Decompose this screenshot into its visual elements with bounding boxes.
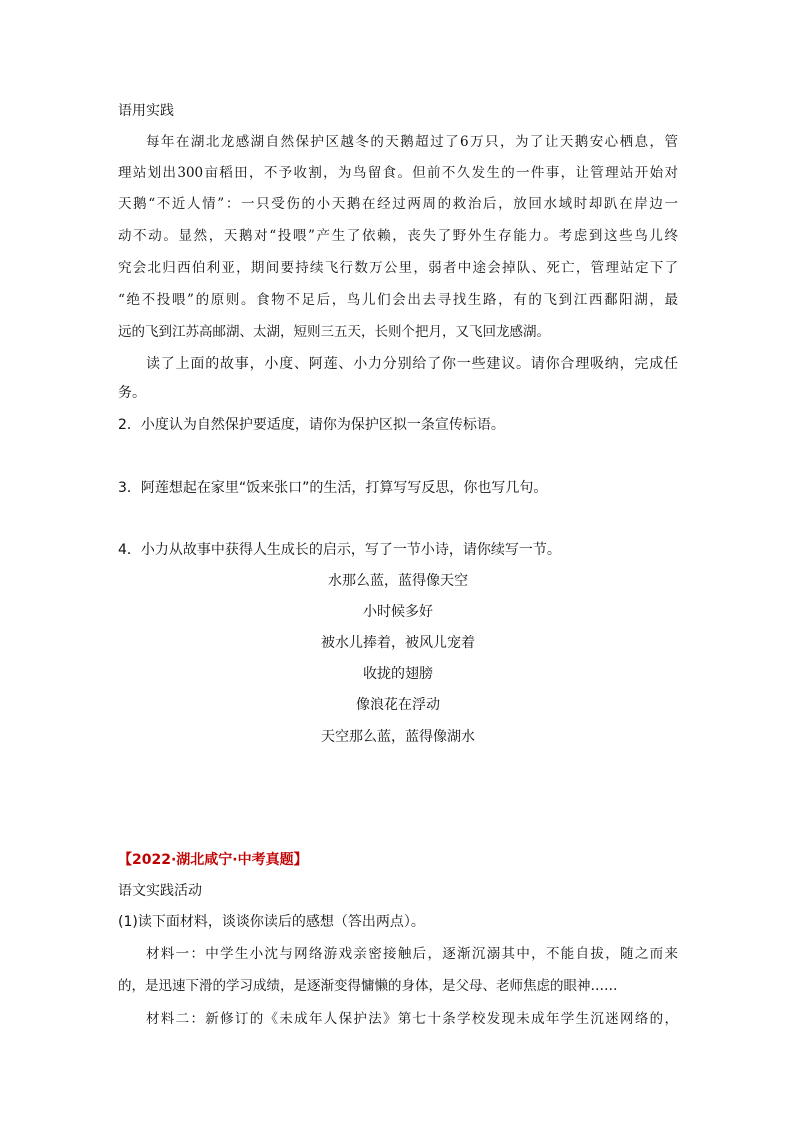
material-line-3: 材料二：新修订的《未成年人保护法》第七十条学校发现未成年学生沉迷网络的， (146, 1011, 678, 1027)
instruction-line-1: 读了上面的故事，小度、阿莲、小力分别给了你一些建议。请你合理吸纳，完成任 (146, 356, 678, 372)
poem-line-3: 被水儿捧着，被风儿宠着 (321, 635, 475, 651)
poem-line-6: 天空那么蓝，蓝得像湖水 (321, 729, 475, 745)
question-4: 4．小力从故事中获得人生成长的启示，写了一节小诗，请你续写一节。 (118, 542, 561, 558)
exam-source-tag: 【2022·湖北咸宁·中考真题】 (118, 852, 308, 868)
story-line-5: 究会北归西伯利亚，期间要持续飞行数万公里，弱者中途会掉队、死亡，管理站定下了 (118, 260, 678, 276)
story-line-3: 天鹅“不近人情”：一只受伤的小天鹅在经过两周的救治后，放回水域时却趴在岸边一 (118, 196, 678, 212)
task-1: (1)读下面材料，谈谈你读后的感想（答出两点）。 (118, 914, 425, 930)
material-line-2: 的，是迅速下滑的学习成绩，是逐渐变得慵懒的身体，是父母、老师焦虑的眼神…… (118, 978, 618, 994)
instruction-line-2: 务。 (118, 385, 146, 401)
story-line-7: 远的飞到江苏高邮湖、太湖，短则三五天，长则个把月，又飞回龙感湖。 (118, 324, 550, 340)
question-2: 2．小度认为自然保护要适度，请你为保护区拟一条宣传标语。 (118, 417, 505, 433)
section-heading-yuyong: 语用实践 (118, 103, 174, 119)
story-line-4: 动不动。显然，天鹅对“投喂”产生了依赖，丧失了野外生存能力。考虑到这些鸟儿终 (118, 228, 678, 244)
poem-line-5: 像浪花在浮动 (356, 697, 440, 713)
question-3: 3．阿莲想起在家里“饭来张口”的生活，打算写写反思，你也写几句。 (118, 480, 548, 496)
poem-line-1: 水那么蓝，蓝得像天空 (328, 573, 468, 589)
poem-line-2: 小时候多好 (363, 604, 433, 620)
section-heading-activity: 语文实践活动 (118, 883, 202, 899)
material-line-1: 材料一：中学生小沈与网络游戏亲密接触后，逐渐沉溺其中，不能自拔，随之而来 (146, 946, 678, 962)
poem-line-4: 收拢的翅膀 (363, 666, 433, 682)
story-line-2: 理站划出300亩稻田，不予收割，为鸟留食。但前不久发生的一件事，让管理站开始对 (118, 165, 678, 181)
story-line-1: 每年在湖北龙感湖自然保护区越冬的天鹅超过了6万只，为了让天鹅安心栖息，管 (146, 134, 678, 150)
story-line-6: “绝不投喂”的原则。食物不足后，鸟儿们会出去寻找生路，有的飞到江西鄱阳湖，最 (118, 292, 678, 308)
